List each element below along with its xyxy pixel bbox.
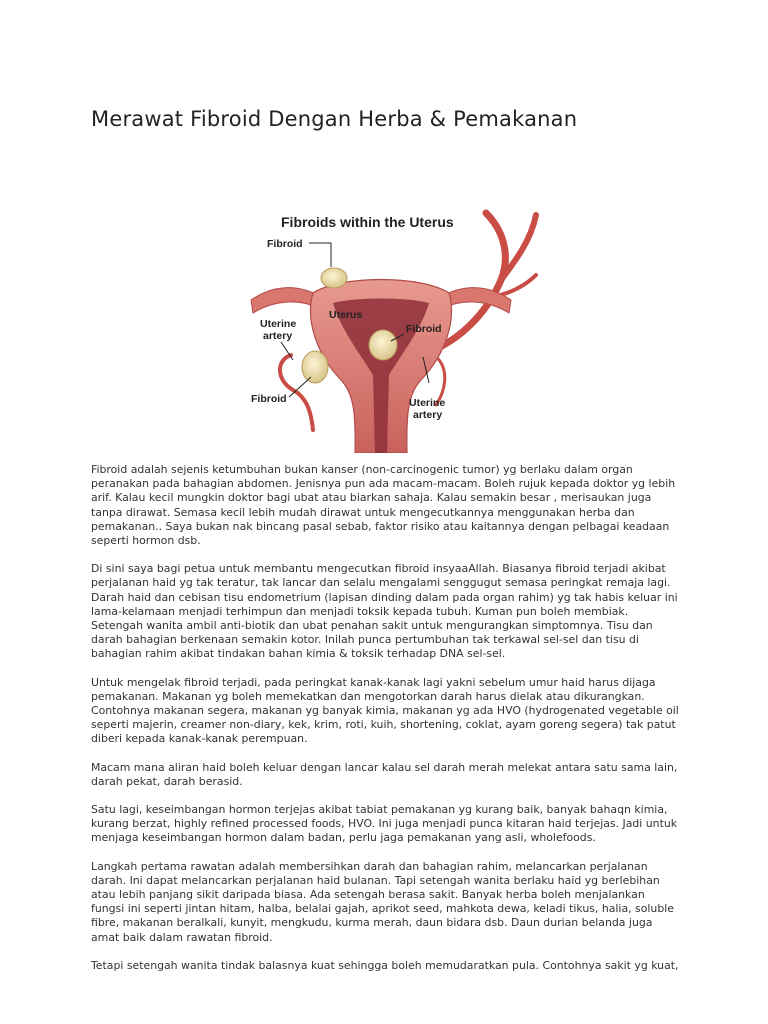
fibroid-right-shape xyxy=(369,330,397,360)
paragraph: Satu lagi, keseimbangan hormon terjejas akibat tabiat pemakanan yg kurang baik, banyak bahaqn kimia, kurang berzat, highly refined processed foods, HVO. Ini juga menjadi punca kitaran haid terjejas. Jadi untuk menjaga keseimbangan hormon dalam badan, perlu jaga pemakanan yang asli, wholefoods. xyxy=(91,803,678,845)
label-fibroid-bottom: Fibroid xyxy=(251,393,287,405)
article-body xyxy=(91,463,681,987)
paragraph: Untuk mengelak fibroid terjadi, pada peringkat kanak-kanak lagi yakni sebelum umur haid harus dijaga pemakanan. Makanan yg boleh memekatkan dan mengotorkan darah harus dielak atau dikurangkan. Contohnya makanan segera, makanan yg banyak kimia, makanan yg ada HVO (hydrogenated vegetable oil seperti majerin, creamer non-diary, kek, krim, roti, kuih, shortening, coklat, ayam goreng segera) tak patut diberi kepada kanak-kanak perempuan. xyxy=(91,675,679,746)
paragraph: Langkah pertama rawatan adalah membersihkan darah dan bahagian rahim, melancarkan perjalanan darah. Ini dapat melancarkan perjalanan haid bulanan. Tapi setengah wanita berlaku haid yg berlebihan atau lebih panjang sikit daripada biasa. Ada setengah berasa sakit. Banyak herba boleh menjalankan fungsi ini seperti jintan hitam, halba, belalai gajah, aprikot seed, mahkota dewa, keladi tikus, halia, soluble fibre, makanan beralkali, kunyit, mengkudu, kurma merah, daun bidara dsb. Daun durian belanda juga amat baik dalam rawatan fibroid. xyxy=(91,859,674,944)
label-uterine-artery-right-2: artery xyxy=(413,409,443,421)
uterus-fibroid-illustration xyxy=(231,205,541,453)
label-uterine-artery-left-2: artery xyxy=(263,330,293,342)
label-uterus: Uterus xyxy=(329,309,363,321)
paragraph: Macam mana aliran haid boleh keluar dengan lancar kalau sel darah merah melekat antara satu sama lain, darah pekat, darah berasid. xyxy=(91,760,678,788)
page-title: Merawat Fibroid Dengan Herba & Pemakanan xyxy=(91,107,578,131)
label-uterine-artery-right-1: Uterine xyxy=(409,397,446,409)
illustration-svg xyxy=(231,205,541,453)
fibroid-left-shape xyxy=(302,351,328,383)
fibroid-top-shape xyxy=(321,268,347,288)
label-uterine-artery-left-1: Uterine xyxy=(260,318,297,330)
figure-title: Fibroids within the Uterus xyxy=(281,214,454,230)
label-fibroid-top: Fibroid xyxy=(267,238,303,250)
paragraph: Di sini saya bagi petua untuk membantu mengecutkan fibroid insyaaAllah. Biasanya fibroid terjadi akibat perjalanan haid yg tak teratur, tak lancar dan selalu mengalami senggugut semasa peringkat remaja lagi. Darah haid dan cebisan tisu endometrium (lapisan dinding dalam pada organ rahim) yg tak habis keluar ini lama-kelamaan menjadi terhimpun dan menjadi toksik kepada tubuh. Kuman pun boleh membiak. Setengah wanita ambil anti-biotik dan ubat penahan sakit untuk mengurangkan simptomnya. Tisu dan darah bahagian berkenaan semakin kotor. Inilah punca pertumbuhan tak terkawal sel-sel dan tisu di bahagian rahim akibat tindakan bahan kimia & toksik terhadap DNA sel-sel. xyxy=(91,562,678,661)
paragraph: Tetapi setengah wanita tindak balasnya kuat sehingga boleh memudaratkan pula. Contohnya sakit yg kuat, xyxy=(91,958,679,972)
label-fibroid-right: Fibroid xyxy=(406,323,442,335)
paragraph: Fibroid adalah sejenis ketumbuhan bukan kanser (non-carcinogenic tumor) yg berlaku dalam organ peranakan pada bahagian abdomen. Jenisnya pun ada macam-macam. Boleh rujuk kepada doktor yg lebih arif. Kalau kecil mungkin doktor bagi ubat atau biarkan sahaja. Kalau semakin besar , merisaukan juga tanpa dirawat. Semasa kecil lebih mudah dirawat untuk mengecutkannya menggunakan herba dan pemakanan.. Saya bukan nak bincang pasal sebab, faktor risiko atau kaitannya dengan pelbagai keadaan seperti hormon dsb. xyxy=(91,463,676,548)
